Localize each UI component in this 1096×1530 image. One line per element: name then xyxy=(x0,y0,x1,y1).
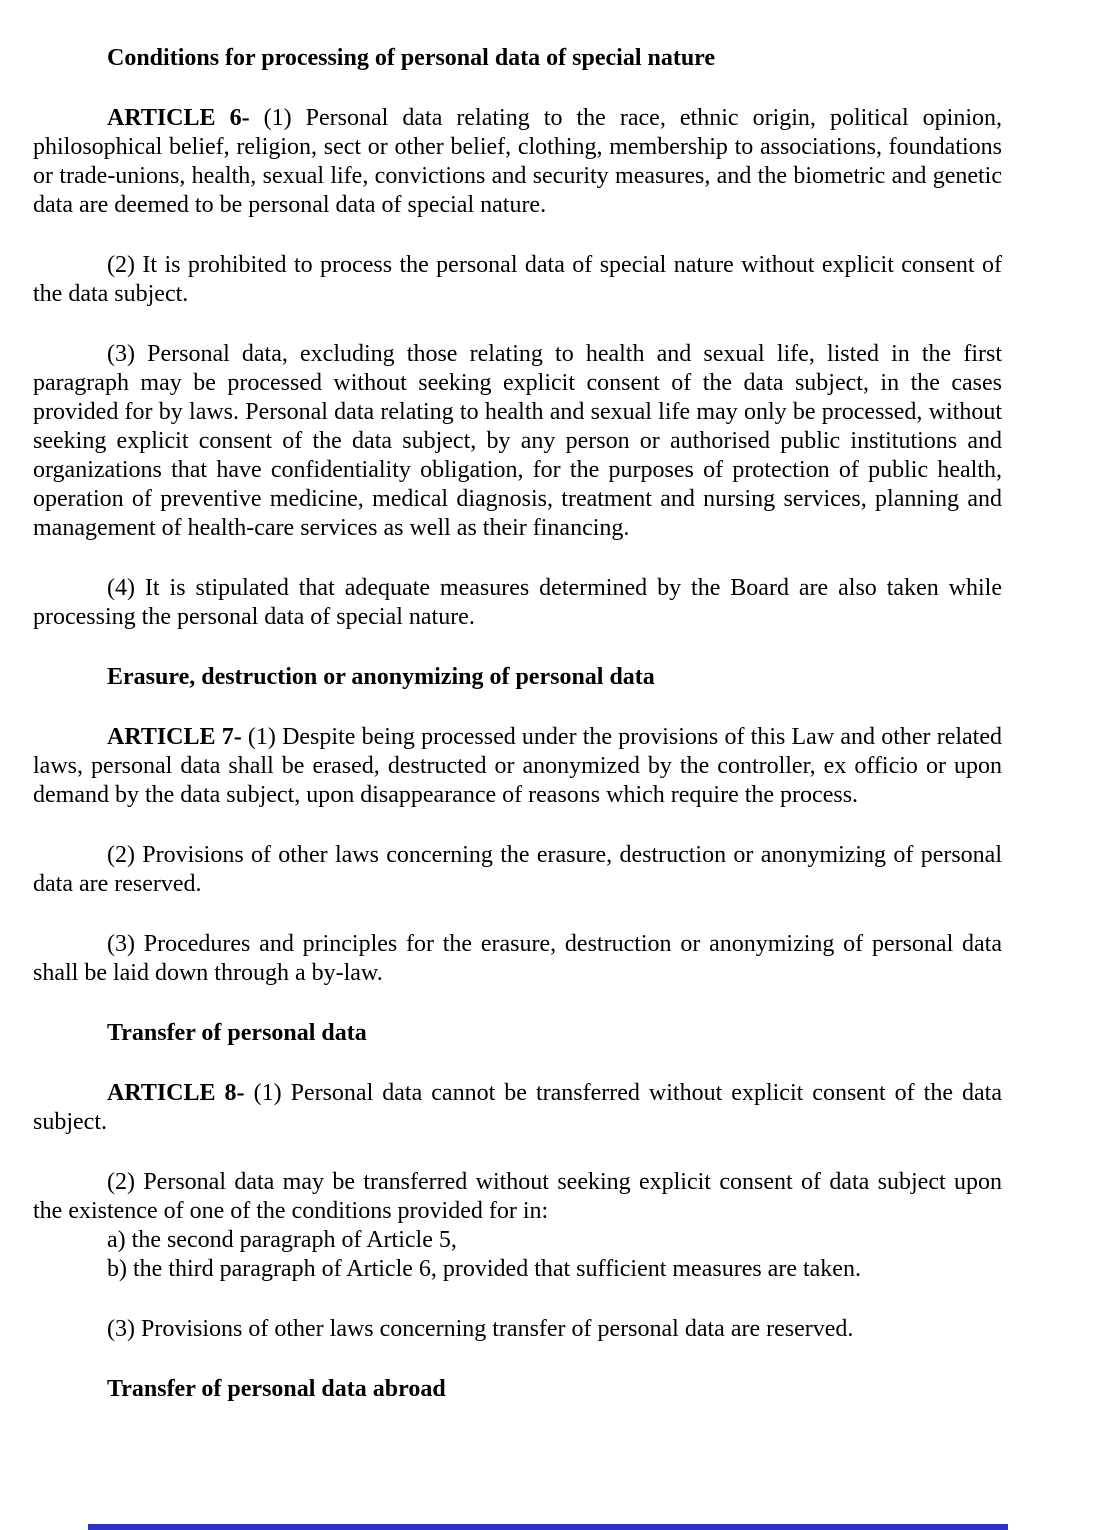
paragraph-article6-1 xyxy=(33,104,1002,220)
article-8-label: ARTICLE 8- xyxy=(107,1080,245,1106)
section-heading-transfer: Transfer of personal data xyxy=(107,1020,367,1046)
paragraph-text: (3) Provisions of other laws concerning transfer of personal data are reserved. xyxy=(107,1316,854,1342)
section-heading-transfer-abroad: Transfer of personal data abroad xyxy=(107,1376,446,1402)
section-heading-erasure: Erasure, destruction or anonymizing of personal data xyxy=(107,664,655,690)
paragraph-text: (1) Personal data relating to the race, ethnic origin, political opinion, philosophical belief, religion, sect or other belief, clothing, membership to associations, foundations or trade-unions, health, sexual life, convictions and security measures, and the biometric and genetic data are deemed to be personal data of special nature. xyxy=(33,105,1003,218)
paragraph-article6-3 xyxy=(33,340,1002,543)
section-heading-special-nature: Conditions for processing of personal data of special nature xyxy=(107,45,716,71)
bottom-blue-bar xyxy=(88,1524,1008,1530)
paragraph-article8-1 xyxy=(33,1079,1002,1137)
list-item-a: a) the second paragraph of Article 5, xyxy=(107,1227,457,1253)
list-item-b: b) the third paragraph of Article 6, provided that sufficient measures are taken. xyxy=(107,1256,861,1282)
paragraph-text: (1) Despite being processed under the provisions of this Law and other related laws, personal data shall be erased, destructed or anonymized by the controller, ex officio or upon demand by the data subject, upon disappearance of reasons which require the process. xyxy=(33,724,1002,808)
paragraph-text: (2) It is prohibited to process the personal data of special nature without explicit consent of the data subject. xyxy=(33,252,1002,307)
paragraph-article6-4 xyxy=(33,574,1002,632)
paragraph-article7-2 xyxy=(33,841,1002,899)
article-7-label: ARTICLE 7- xyxy=(107,724,242,750)
paragraph-text: (3) Personal data, excluding those relating to health and sexual life, listed in the first paragraph may be processed without seeking explicit consent of the data subject, in the cases provided for by laws. Personal data relating to health and sexual life may only be processed, without seeking explicit consent of the data subject, by any person or authorised public institutions and organizations that have confidentiality obligation, for the purposes of protection of public health, operation of preventive medicine, medical diagnosis, treatment and nursing services, planning and management of health-care services as well as their financing. xyxy=(33,341,1002,541)
paragraph-text: (4) It is stipulated that adequate measures determined by the Board are also taken while processing the personal data of special nature. xyxy=(33,575,1002,630)
paragraph-article7-1 xyxy=(33,723,1002,810)
article-6-label: ARTICLE 6- xyxy=(107,105,250,131)
paragraph-article6-2 xyxy=(33,251,1002,309)
paragraph-article8-3 xyxy=(33,1315,1002,1344)
paragraph-text: (3) Procedures and principles for the erasure, destruction or anonymizing of personal data shall be laid down through a by-law. xyxy=(33,931,1002,986)
paragraph-article7-3 xyxy=(33,930,1002,988)
paragraph-text: (2) Personal data may be transferred without seeking explicit consent of data subject upon the existence of one of the conditions provided for in: xyxy=(33,1169,1002,1224)
paragraph-article8-2 xyxy=(33,1168,1002,1226)
paragraph-text: (2) Provisions of other laws concerning the erasure, destruction or anonymizing of personal data are reserved. xyxy=(33,842,1002,897)
paragraph-text: (1) Personal data cannot be transferred without explicit consent of the data subject. xyxy=(33,1080,1002,1135)
